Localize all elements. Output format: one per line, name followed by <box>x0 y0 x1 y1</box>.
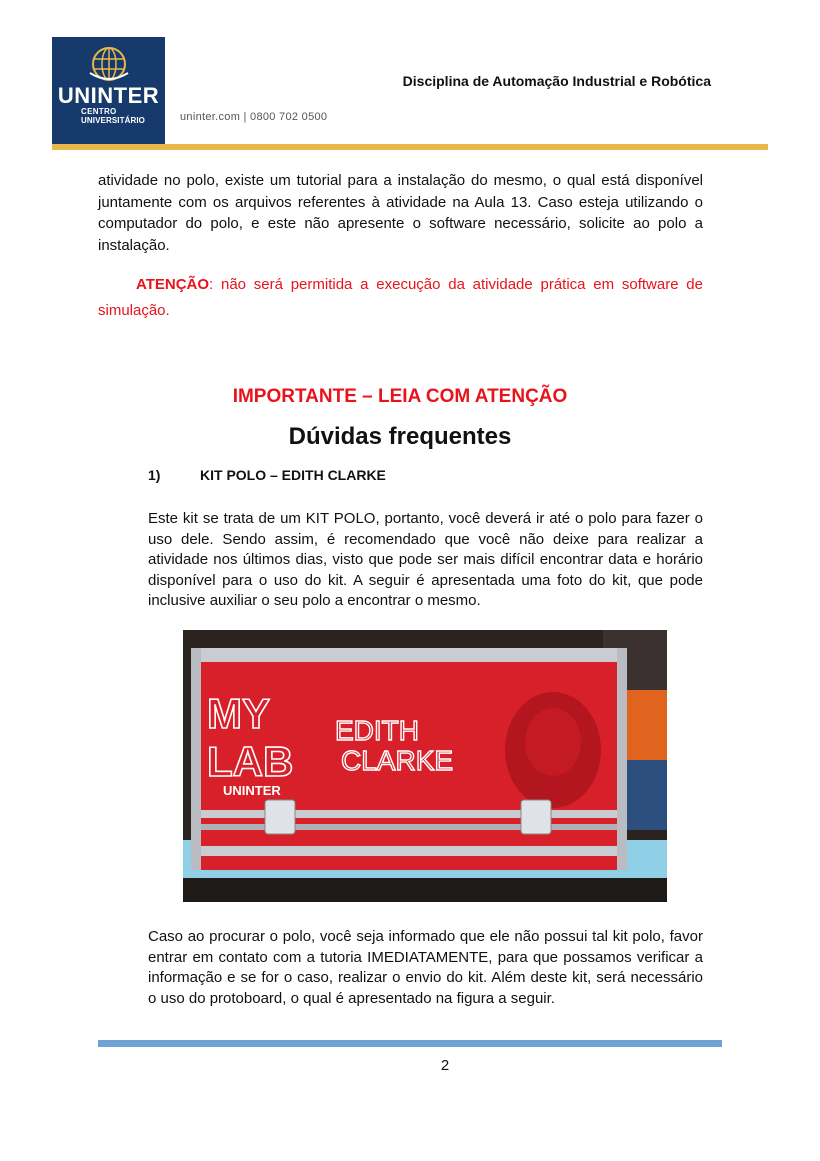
page-number: 2 <box>440 1057 450 1074</box>
warning-label: ATENÇÃO <box>136 276 210 293</box>
paragraph-3: Caso ao procurar o polo, você seja informado que ele não possui tal kit polo, favor entrar em contato com a tutoria IMEDIATAMENTE, para que possamos verificar a informação e se for o caso, realizar o envio do kit. Além deste kit, será necessário o uso do protoboard, o qual é apresentado na figura a seguir. <box>148 928 703 1007</box>
kit-photo <box>183 630 667 902</box>
logo-subtitle-1: CENTRO <box>81 107 117 116</box>
logo-brand: UNINTER <box>57 83 160 108</box>
section-heading <box>148 467 386 483</box>
logo-subtitle-2: UNIVERSITÁRIO <box>81 116 145 125</box>
case-brand: UNINTER <box>223 783 281 798</box>
warning-text: : não será permitida a execução da atividade prática em software de simulação. <box>98 276 703 319</box>
globe-icon <box>88 45 130 83</box>
header-rule <box>52 144 768 150</box>
paragraph-2: Este kit se trata de um KIT POLO, portanto, você deverá ir até o polo para fazer o uso dele. Sendo assim, é recomendado que você não deixe para realizar a atividade nos últimos dias, visto que pode ser mais difícil encontrar data e horário disponível para o uso do kit. A seguir é apresentada uma foto do kit, que pode inclusive auxiliar o seu polo a encontrar o mesmo. <box>148 510 703 609</box>
paragraph-1: atividade no polo, existe um tutorial para a instalação do mesmo, o qual está disponível juntamente com os arquivos referentes à atividade na Aula 13. Caso esteja utilizando o computador do polo, e este não apresente o software necessário, solicite ao polo a instalação. <box>98 172 703 254</box>
uninter-logo <box>52 37 165 145</box>
section-number: 1) <box>148 467 161 483</box>
faq-heading: Dúvidas frequentes <box>288 423 512 450</box>
section-title: KIT POLO – EDITH CLARKE <box>200 467 386 483</box>
footer-rule <box>98 1040 722 1047</box>
important-heading: IMPORTANTE – LEIA COM ATENÇÃO <box>232 386 568 407</box>
case-text-lab: LAB <box>207 738 294 785</box>
warning-paragraph <box>98 272 703 324</box>
discipline-title: Disciplina de Automação Industrial e Robótica <box>402 73 711 89</box>
case-text-my: MY <box>207 690 270 737</box>
header-contact: uninter.com | 0800 702 0500 <box>180 111 328 123</box>
case-name-edith: EDITH <box>335 715 419 746</box>
case-name-clarke: CLARKE <box>341 745 454 776</box>
